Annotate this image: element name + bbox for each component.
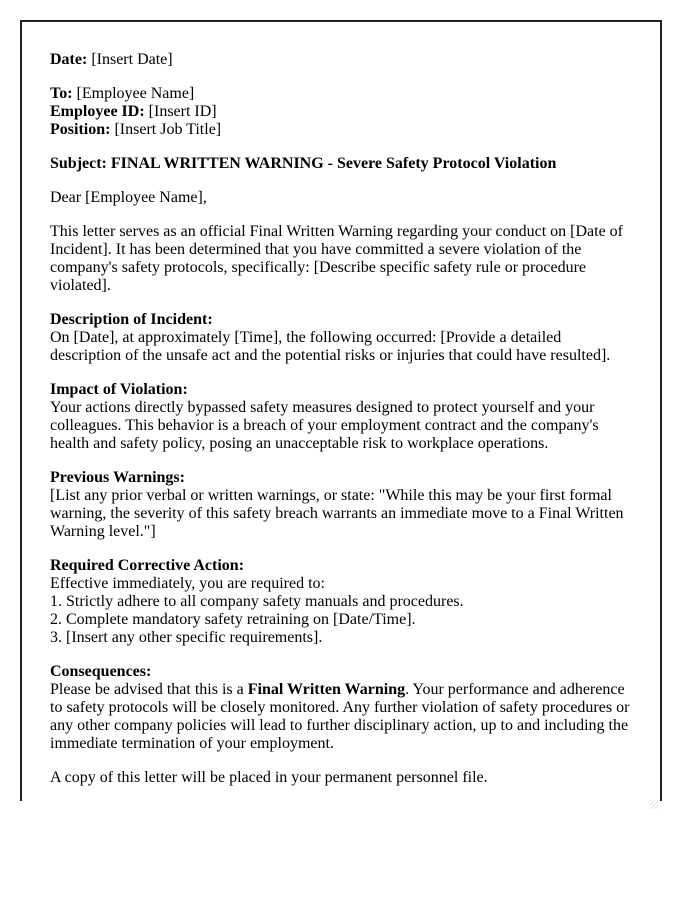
consequences-text-after: . Your performance and adherence to safety protocols will be closely monitored. Any further violation of safety procedures or any other company policies will lead to further disciplinary action, up to and including the immediate termination of your employment. [50,681,630,752]
section-description-of-incident [50,311,632,365]
section-body-impact: Your actions directly bypassed safety measures designed to protect yourself and your colleagues. This behavior is a breach of your employment contract and the company's health and safety policy, posing an unacceptable risk to workplace operations. [50,399,599,452]
section-required-corrective-action [50,557,632,647]
letter-container[interactable] [20,20,662,801]
section-impact-of-violation [50,381,632,453]
letter-body [50,51,632,787]
to-value: [Employee Name] [72,85,195,102]
section-heading-previous: Previous Warnings: [50,469,185,486]
salutation: Dear [Employee Name], [50,189,207,206]
employee-id-line [50,103,217,120]
date-label: Date: [50,51,88,68]
position-value: [Insert Job Title] [110,121,222,138]
section-body-consequences [50,681,632,753]
corrective-item-2: 2. Complete mandatory safety retraining on [Date/Time]. [50,611,416,628]
corrective-item-1: 1. Strictly adhere to all company safety manuals and procedures. [50,593,464,610]
position-label: Position: [50,121,111,138]
corrective-intro-line: Effective immediately, you are required to: [50,575,325,592]
section-heading-impact: Impact of Violation: [50,381,188,398]
date-line [50,51,632,69]
section-heading-consequences: Consequences: [50,663,152,680]
date-value: [Insert Date] [87,51,173,68]
resize-handle-icon[interactable] [650,800,659,809]
to-line [50,85,194,102]
employee-id-label: Employee ID: [50,103,145,120]
position-line [50,121,221,138]
intro-paragraph: This letter serves as an official Final Written Warning regarding your conduct on [Date of Incident]. It has been determined that you have committed a severe violation of the company's safety protocols, specifically: [Describe specific safety rule or procedure violated]. [50,223,624,294]
closing-line: A copy of this letter will be placed in your permanent personnel file. [50,769,488,786]
section-body-previous: [List any prior verbal or written warnings, or state: "While this may be your first formal warning, the severity of this safety breach warrants an immediate move to a Final Written Warning level."] [50,487,624,540]
section-heading-corrective: Required Corrective Action: [50,557,245,574]
consequences-text-before: Please be advised that this is a [50,681,248,698]
section-consequences [50,663,632,753]
corrective-item-3: 3. [Insert any other specific requirements]. [50,629,323,646]
section-heading-incident: Description of Incident: [50,311,213,328]
to-label: To: [50,85,73,102]
employee-id-value: [Insert ID] [144,103,217,120]
recipient-block [50,85,632,139]
section-body-incident: On [Date], at approximately [Time], the following occurred: [Provide a detailed description of the unsafe act and the potential risks or injuries that could have resulted]. [50,329,611,364]
consequences-bold-phrase: Final Written Warning [247,681,406,698]
subject-line: Subject: FINAL WRITTEN WARNING - Severe Safety Protocol Violation [50,155,557,172]
section-previous-warnings [50,469,632,541]
